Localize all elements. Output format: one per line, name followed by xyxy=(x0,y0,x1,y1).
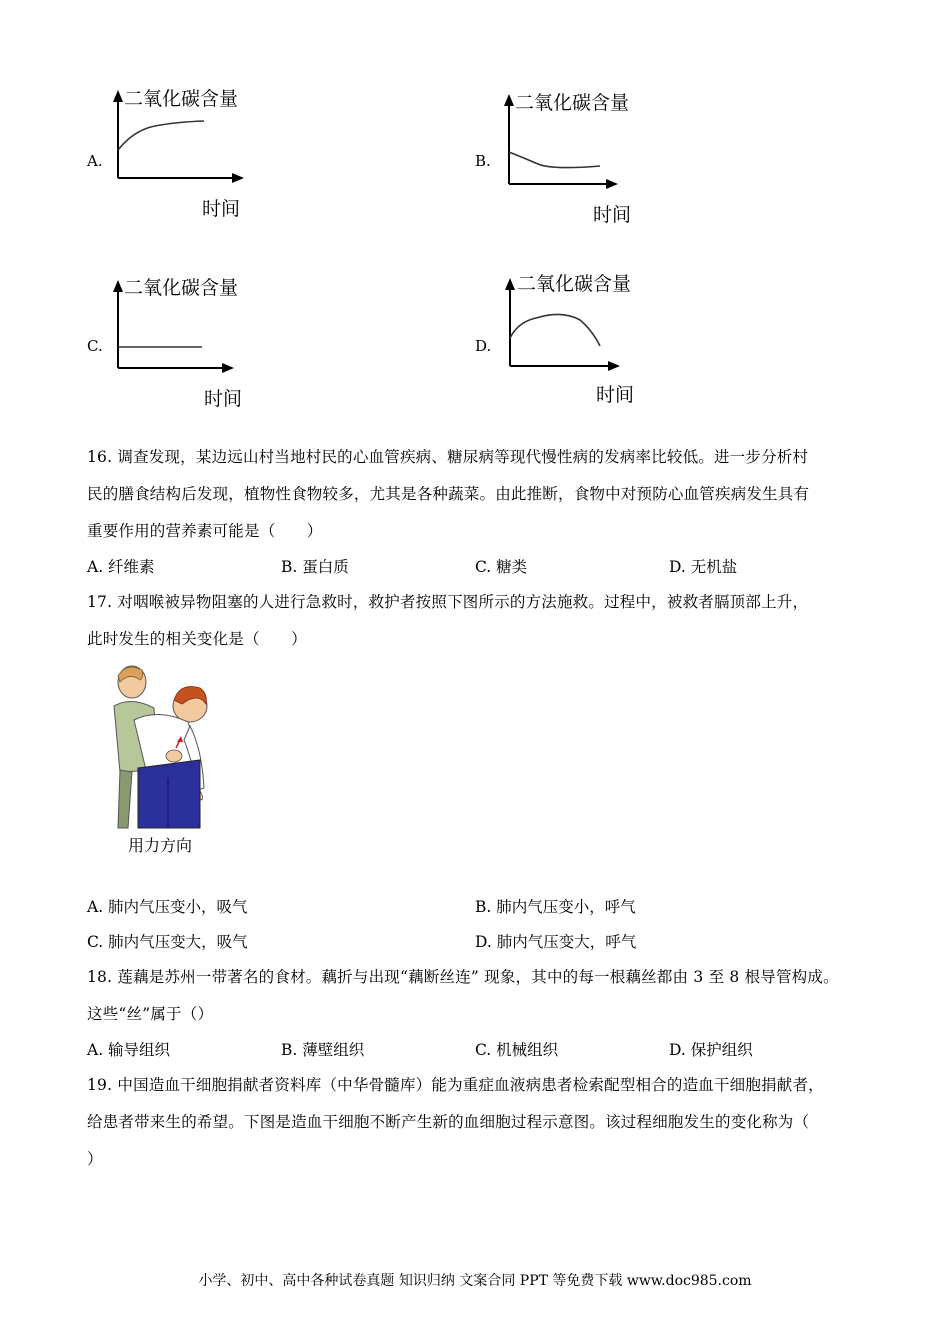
figure-caption: 用力方向 xyxy=(128,836,193,855)
chart-d-xlabel: 时间 xyxy=(596,384,635,406)
q18-option-a[interactable]: A. 输导组织 xyxy=(87,1041,171,1059)
q19-line-3: ） xyxy=(87,1150,103,1168)
page-footer: 小学、初中、高中各种试卷真题 知识归纳 文案合同 PPT 等免费下载 www.doc985.com xyxy=(198,1273,752,1289)
q17-option-a[interactable]: A. 肺内气压变小，吸气 xyxy=(87,898,248,916)
q17-option-d[interactable]: D. 肺内气压变大，呼气 xyxy=(475,933,637,951)
option-b-label: B. xyxy=(475,152,491,170)
chart-a-xlabel: 时间 xyxy=(202,198,241,220)
q19-line-2: 给患者带来生的希望。下图是造血干细胞不断产生新的血细胞过程示意图。该过程细胞发生的变化称为（ xyxy=(87,1113,810,1131)
q17-line-1: 17. 对咽喉被异物阻塞的人进行急救时，救护者按照下图所示的方法施救。过程中，被救者膈顶部上升， xyxy=(87,593,809,611)
chart-b-ylabel: 二氧化碳含量 xyxy=(515,92,630,114)
option-d-label: D. xyxy=(475,337,492,355)
q16-option-c[interactable]: C. 糖类 xyxy=(475,558,528,576)
option-a-label: A. xyxy=(87,152,103,170)
chart-c-ylabel: 二氧化碳含量 xyxy=(124,277,239,299)
q18-line-1: 18. 莲藕是苏州一带著名的食材。藕折与出现“藕断丝连” 现象，其中的每一根藕丝都由 3 至 8 根导管构成。 xyxy=(87,968,839,986)
chart-b-xlabel: 时间 xyxy=(593,204,632,226)
chart-d-ylabel: 二氧化碳含量 xyxy=(517,273,632,295)
q16-option-a[interactable]: A. 纤维素 xyxy=(87,558,155,576)
option-c-label: C. xyxy=(87,337,103,355)
heimlich-illustration xyxy=(104,660,224,832)
q19-line-1: 19. 中国造血干细胞捐献者资料库（中华骨髓库）能为重症血液病患者检索配型相合的造血干细胞捐献者， xyxy=(87,1076,824,1094)
q17-option-c[interactable]: C. 肺内气压变大，吸气 xyxy=(87,933,248,951)
q16-line-3: 重要作用的营养素可能是（ ） xyxy=(87,522,323,540)
q18-option-c[interactable]: C. 机械组织 xyxy=(475,1041,559,1059)
q18-option-d[interactable]: D. 保护组织 xyxy=(669,1041,753,1059)
q16-option-b[interactable]: B. 蛋白质 xyxy=(281,558,349,576)
heimlich-figure-svg xyxy=(104,660,224,832)
q16-line-1: 16. 调查发现，某边远山村当地村民的心血管疾病、糖尿病等现代慢性病的发病率比较低。进一步分析村 xyxy=(87,448,809,466)
q16-line-2: 民的膳食结构后发现，植物性食物较多，尤其是各种蔬菜。由此推断，食物中对预防心血管疾病发生具有 xyxy=(87,485,810,503)
q18-line-2: 这些“丝”属于（） xyxy=(87,1005,214,1023)
q16-option-d[interactable]: D. 无机盐 xyxy=(669,558,738,576)
q17-line-2: 此时发生的相关变化是（ ） xyxy=(87,630,307,648)
chart-a-ylabel: 二氧化碳含量 xyxy=(124,88,239,110)
q18-option-b[interactable]: B. 薄壁组织 xyxy=(281,1041,365,1059)
chart-c-xlabel: 时间 xyxy=(204,388,243,410)
q17-option-b[interactable]: B. 肺内气压变小，呼气 xyxy=(475,898,636,916)
